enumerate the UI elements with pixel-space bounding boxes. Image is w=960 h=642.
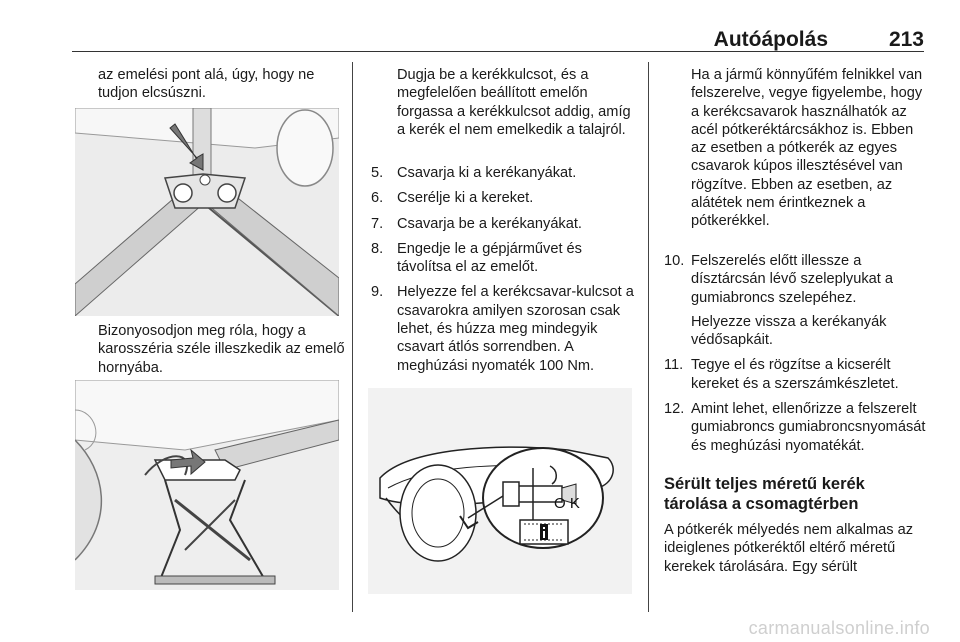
step-number: 8.: [371, 240, 384, 257]
jack-lifting-point-illustration: [75, 108, 339, 316]
step-text: Tegye el és rögzítse a kicserélt kereket és a szerszámkészletet.: [691, 357, 899, 392]
wheel-bolt-torque-illustration: [368, 388, 632, 594]
col2-intro: Dugja be a kerékkulcsot, és a megfelelően beállított emelőn forgassa a kerékkulcsot addig, amíg a kerék el nem emelkedik a talajról.: [397, 67, 631, 138]
col2-step-list: [371, 164, 635, 382]
list-item: [371, 215, 635, 233]
step-text: Amint lehet, ellenőrizze a felszerelt gumiabroncs gumiabroncsnyomását és meghúzási nyomatékát.: [691, 401, 926, 454]
header-title: Autóápolás: [713, 28, 828, 51]
step-number: 7.: [371, 215, 384, 232]
section-heading: Sérült teljes méretű kerék tárolása a csomagtérben: [664, 475, 865, 513]
jack-under-car-illustration: [75, 380, 339, 590]
step-text: Helyezze fel a kerékcsavar-kulcsot a csavarokra amilyen szorosan csak lehet, és húzza meg mindegyik csavart átlós sorrendben. A meghúzási nyomaték 100 Nm.: [397, 284, 634, 374]
step-text: Engedje le a gépjárművet és távolítsa el az emelőt.: [397, 240, 582, 276]
watermark: carmanualsonline.info: [748, 618, 930, 638]
step-number: 9.: [371, 284, 384, 301]
list-item: [664, 356, 926, 393]
list-item: [371, 189, 635, 207]
header-rule: [72, 51, 924, 52]
step-number: 11.: [664, 357, 684, 374]
page-number: 213: [888, 28, 924, 51]
col3-intro: Ha a jármű könnyűfém felnikkel van felszerelve, vegye figyelembe, hogy a kerékcsavarok használhatók az acél pótkeréktárcsákhoz is. Ebben az esetben a pótkerék az egyes csavarok kúpos illesztésével van rögzítve. Ebben az esetben, az alátétek nem érintkeznek a pótkerékkel.: [691, 67, 923, 230]
col1-caption: Bizonyosodjon meg róla, hogy a karosszéria széle illeszkedik az emelő hornyába.: [98, 323, 345, 376]
step-number: 5.: [371, 165, 384, 181]
list-item: [371, 283, 635, 374]
step-number: 10.: [664, 253, 685, 269]
step-number: 12.: [664, 401, 685, 418]
column-divider-2: [648, 62, 649, 612]
step-text: Csavarja ki a kerékanyákat.: [397, 165, 577, 181]
column-divider-1: [352, 62, 353, 612]
list-item: [371, 240, 635, 277]
step-number: 6.: [371, 190, 384, 207]
list-item: [664, 400, 926, 455]
list-item: [371, 164, 635, 182]
section-text: A pótkerék mélyedés nem alkalmas az ideiglenes pótkeréktől eltérő méretű kerekek tárolására. Egy sérült: [664, 522, 914, 575]
list-item: [664, 252, 926, 349]
col1-intro: az emelési pont alá, úgy, hogy ne tudjon elcsúszni.: [98, 67, 315, 102]
step-text: Felszerelés előtt illessze a dísztárcsán lévő szeleplyukat a gumiabroncs szelepéhez.: [691, 253, 893, 306]
ok-label: O K: [554, 495, 580, 512]
step-subtext: Helyezze vissza a kerékanyák védősapkáit.: [691, 313, 887, 349]
step-text: Cserélje ki a kereket.: [397, 190, 534, 207]
step-text: Csavarja be a kerékanyákat.: [397, 215, 582, 232]
col3-step-list: [664, 252, 926, 462]
